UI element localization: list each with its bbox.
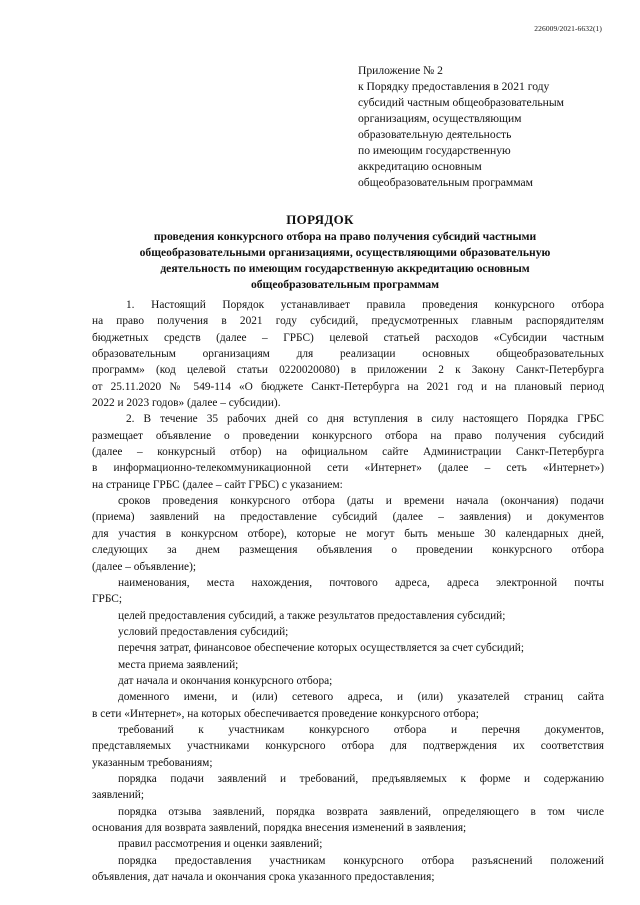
paragraph-line: (приема) заявлений на предоставление субсидий (далее – заявления) и документов: [92, 511, 604, 524]
paragraph-line: целей предоставления субсидий, а также результатов предоставления субсидий;: [118, 609, 506, 622]
paragraph: [92, 836, 604, 852]
appendix-block: [358, 63, 626, 191]
appendix-line: образовательную деятельность: [358, 128, 512, 141]
subtitle-line: проведения конкурсного отбора на право получения субсидий частными: [153, 230, 537, 243]
paragraph-line: правил рассмотрения и оценки заявлений;: [118, 838, 323, 851]
appendix-line: субсидий частным общеобразовательным: [358, 96, 565, 109]
paragraph: [92, 297, 604, 411]
paragraph: [92, 804, 604, 837]
paragraph-line: 2022 и 2023 годов» (далее – субсидии).: [92, 397, 281, 410]
paragraph-line: на право получения в 2021 году субсидий, предусмотренных главным распорядителям: [92, 315, 604, 328]
paragraph-line: ГРБС;: [92, 593, 123, 606]
paragraph: [92, 624, 604, 640]
appendix-line: организациям, осуществляющим: [358, 112, 522, 125]
paragraph-line: условий предоставления субсидий;: [118, 625, 289, 638]
paragraph: [92, 853, 604, 886]
paragraph-line: от 25.11.2020 № 549-114 «О бюджете Санкт-Петербурга на 2021 год и на плановый период: [92, 380, 604, 393]
paragraph-line: 1. Настоящий Порядок устанавливает правила проведения конкурсного отбора: [126, 299, 604, 311]
subtitle-line: общеобразовательным программам: [250, 278, 440, 291]
paragraph-line: доменного имени, и (или) сетевого адреса, и (или) указателей страниц сайта: [118, 691, 604, 704]
paragraph-line: порядка отзыва заявлений, порядка возврата заявлений, определяющего в том числе: [118, 805, 604, 818]
paragraph-line: перечня затрат, финансовое обеспечение которых осуществляется за счет субсидий;: [118, 642, 524, 655]
document-title: ПОРЯДОК: [286, 212, 354, 227]
paragraph: [92, 657, 604, 673]
document-subtitle: [85, 229, 605, 293]
paragraph: [92, 673, 604, 689]
paragraph-line: на странице ГРБС (далее – сайт ГРБС) с указанием:: [92, 478, 343, 491]
paragraph-line: требований к участникам конкурсного отбора и перечня документов,: [118, 723, 604, 736]
appendix-line: аккредитацию основным: [358, 160, 482, 173]
paragraph-line: следующих за днем размещения объявления о проведении конкурсного отбора: [92, 544, 604, 557]
paragraph-line: в информационно-телекоммуникационной сети «Интернет» (далее – сеть «Интернет»): [92, 462, 604, 475]
paragraph: [92, 411, 604, 493]
appendix-line: общеобразовательным программам: [358, 176, 533, 189]
paragraph-line: наименования, места нахождения, почтового адреса, адреса электронной почты: [118, 576, 604, 589]
paragraph: [92, 608, 604, 624]
paragraph-line: указанным требованиям;: [92, 756, 213, 769]
paragraph-line: порядка предоставления участникам конкурсного отбора разъяснений положений: [118, 854, 604, 867]
paragraph-line: программ» (код целевой статьи 0220020080) в приложении 2 к Закону Санкт-Петербурга: [92, 364, 604, 377]
paragraph: [92, 640, 604, 656]
paragraph-line: объявления, дат начала и окончания срока указанного предоставления;: [92, 871, 435, 884]
paragraph-line: представляемых участниками конкурсного отбора для подтверждения их соответствия: [92, 740, 604, 753]
paragraph-line: дат начала и окончания конкурсного отбора;: [118, 674, 333, 687]
paragraph-line: основания для возврата заявлений, порядка внесения изменений в заявления;: [92, 822, 467, 834]
paragraph-line: размещает объявление о проведении конкурсного отбора на право получения субсидий: [92, 429, 604, 442]
document-id: 226009/2021-6632(1): [534, 24, 602, 33]
paragraph: [92, 722, 604, 771]
paragraph-line: для участия в конкурсном отборе), которые не могут быть меньше 30 календарных дней,: [92, 527, 604, 540]
paragraph-line: 2. В течение 35 рабочих дней со дня вступления в силу настоящего Порядка ГРБС: [126, 413, 604, 426]
subtitle-line: общеобразовательными организациями, осуществляющими образовательную: [139, 246, 551, 259]
paragraph: [92, 689, 604, 722]
paragraph-line: места приема заявлений;: [118, 658, 239, 671]
paragraph-line: порядка подачи заявлений и требований, предъявляемых к форме и содержанию: [118, 772, 604, 785]
paragraph-line: (далее – конкурсный отбор) на официальном сайте Администрации Санкт-Петербурга: [92, 446, 604, 459]
appendix-line: Приложение № 2: [358, 64, 443, 77]
paragraph: [92, 493, 604, 575]
paragraph: [92, 771, 604, 804]
appendix-line: по имеющим государственную: [358, 144, 511, 157]
paragraph: [92, 575, 604, 608]
paragraph-line: образовательным организациям для реализации основных общеобразовательных: [92, 348, 604, 361]
subtitle-line: деятельность по имеющим государственную аккредитацию основным: [160, 262, 530, 275]
document-body: [92, 297, 604, 885]
appendix-line: к Порядку предоставления в 2021 году: [358, 80, 550, 93]
paragraph-line: заявлений;: [92, 789, 144, 802]
paragraph-line: бюджетных средств (далее – ГРБС) целевой статьей расходов «Субсидии частным: [92, 331, 604, 344]
paragraph-line: (далее – объявление);: [92, 560, 197, 573]
paragraph-line: в сети «Интернет», на которых обеспечивается проведение конкурсного отбора;: [92, 707, 479, 720]
paragraph-line: сроков проведения конкурсного отбора (даты и времени начала (окончания) подачи: [118, 495, 604, 508]
